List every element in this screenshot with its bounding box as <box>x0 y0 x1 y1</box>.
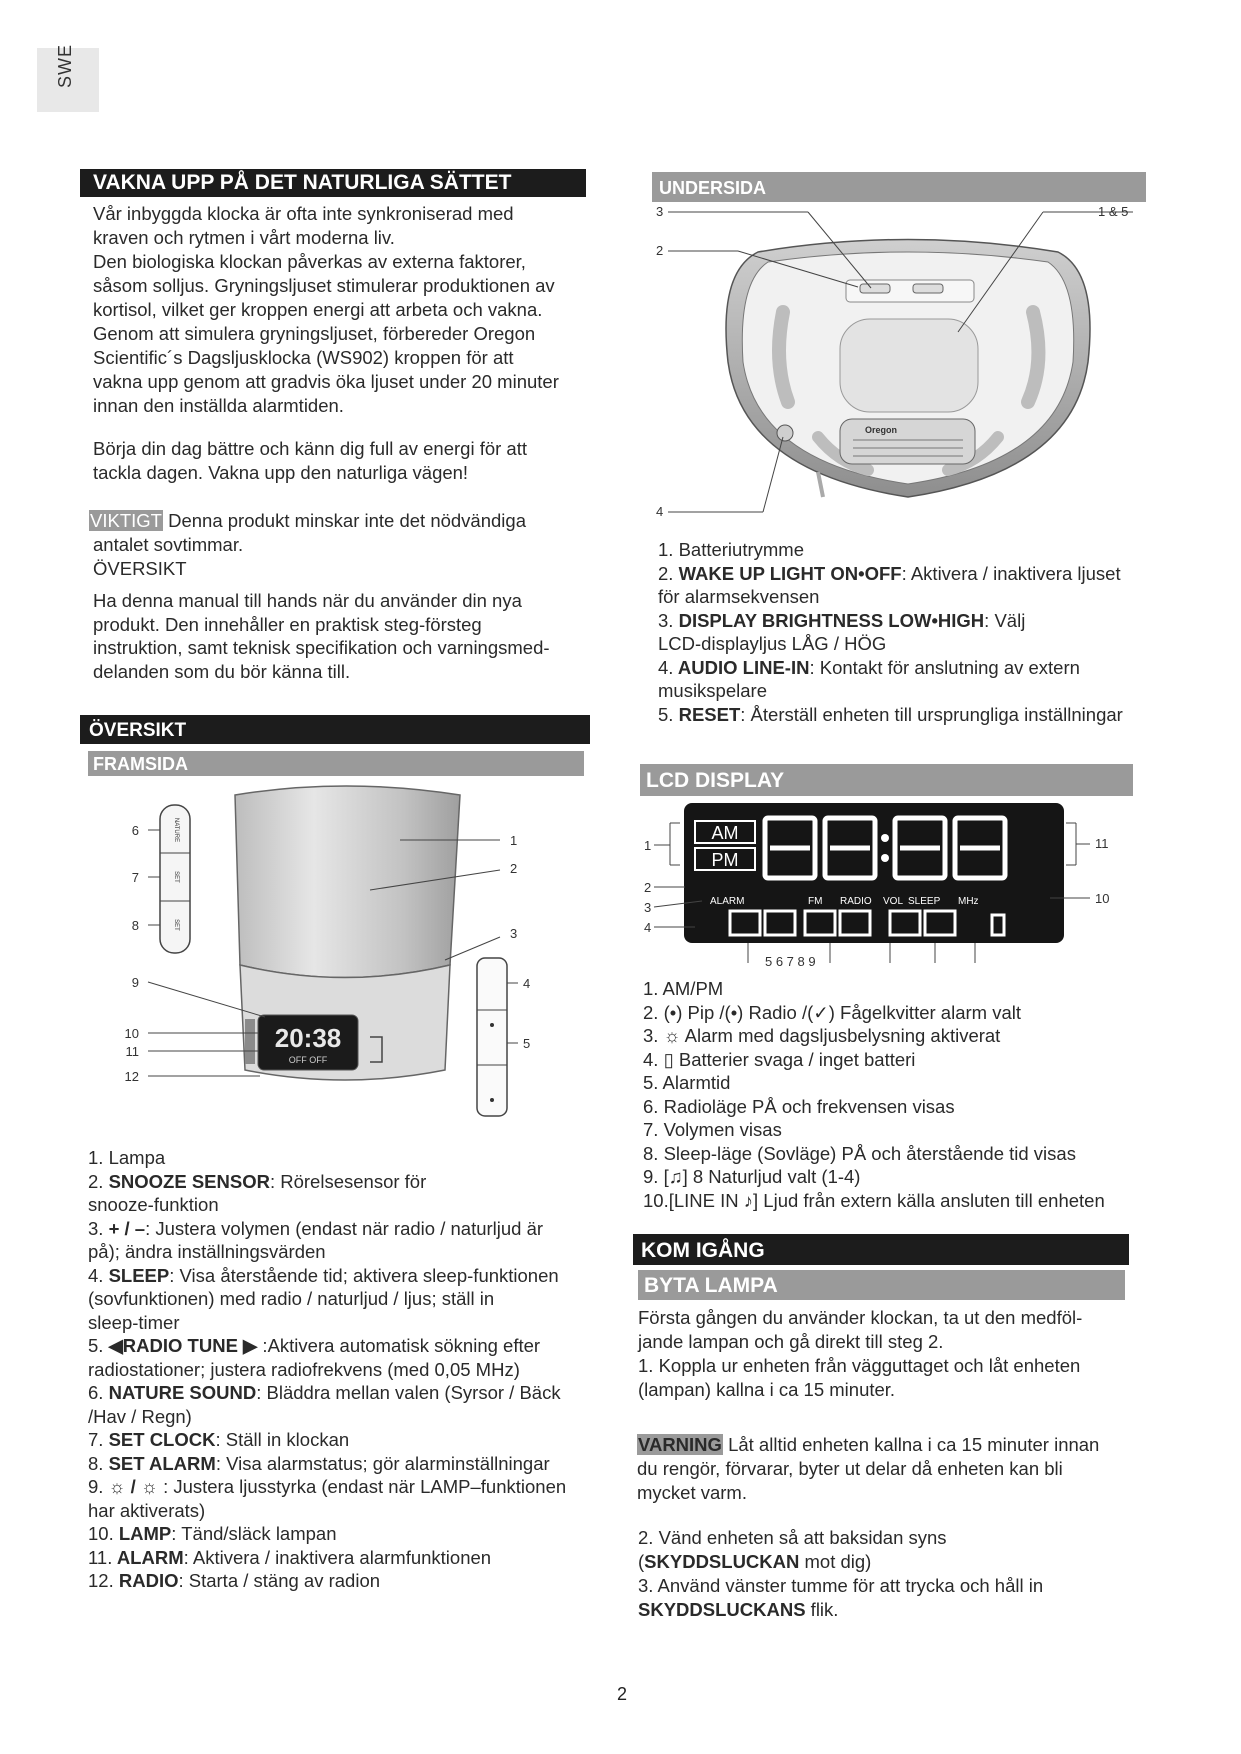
lcd-am: AM <box>711 823 739 843</box>
subtitle-replace-lamp <box>638 1270 1125 1300</box>
list-item: 7. Volymen visas <box>643 1119 782 1140</box>
text-line: Ha denna manual till hands när du använder din nya <box>93 590 522 611</box>
page-number: 2 <box>617 1684 628 1704</box>
list-item: 5. Alarmtid <box>643 1072 731 1093</box>
underside-callout-4: 4 <box>656 504 664 519</box>
text-line: Vår inbyggda klocka är ofta inte synkroniserad med <box>93 203 514 224</box>
callout-11: 11 <box>125 1044 139 1059</box>
start-instructions <box>638 1306 1134 1402</box>
front-parts-list <box>88 1146 596 1593</box>
lcd-callout-2: 2 <box>644 880 652 895</box>
step3-rest: flik. <box>805 1599 839 1620</box>
list-item: snooze-funktion <box>88 1194 219 1215</box>
list-item: 12. RADIO: Starta / stäng av radion <box>88 1570 381 1591</box>
lcd-pm: PM <box>711 850 739 870</box>
callout-7: 7 <box>131 870 139 885</box>
list-item: 3. ☼ Alarm med dagsljusbelysning aktiverat <box>643 1025 1001 1046</box>
text-line: antalet sovtimmar. <box>93 534 244 555</box>
text-line: innan den inställda alarmtiden. <box>93 395 344 416</box>
list-item: 11. ALARM: Aktivera / inaktivera alarmfunktionen <box>88 1546 492 1568</box>
lcd-callouts-bottom: 5 6 7 8 9 <box>765 954 816 969</box>
list-item: 1. Lampa <box>88 1147 166 1168</box>
step2-bold: SKYDDSLUCKAN <box>644 1551 800 1572</box>
text-line: tackla dagen. Vakna upp den naturliga vägen! <box>93 462 469 483</box>
list-item: 9. [♫] 8 Naturljud valt (1-4) <box>643 1166 861 1187</box>
battery-cover <box>840 319 978 412</box>
start-title-text: KOM IGÅNG <box>641 1239 765 1262</box>
svg-text:NATURE: NATURE <box>173 817 179 843</box>
text-line: Scientific´s Dagsljusklocka (WS902) kroppen för att <box>93 347 514 368</box>
underside-parts-list <box>658 538 1158 726</box>
text-line: (lampan) kallna i ca 15 minuter. <box>638 1379 896 1400</box>
step2-rest: mot dig) <box>799 1551 872 1572</box>
underside-callout-3: 3 <box>656 204 664 219</box>
text-line: kortisol, vilket ger kroppen energi att arbeta och vakna. <box>93 299 543 320</box>
wake-paragraph-3 <box>93 589 593 683</box>
text-line: 3. Använd vänster tumme för att trycka och håll in <box>638 1575 1044 1596</box>
lcd-mhz-label: MHz <box>958 896 979 907</box>
text-line: jande lampan och gå direkt till steg 2. <box>638 1331 944 1352</box>
lcd-illustration <box>640 803 1150 973</box>
svg-text:SET: SET <box>173 871 179 883</box>
wake-paragraph-2 <box>93 437 583 485</box>
device-left-buttons <box>245 1019 255 1064</box>
list-item: för alarmsekvensen <box>658 586 820 607</box>
callout-3: 3 <box>510 926 518 941</box>
section-title-wake <box>80 169 586 197</box>
text-line: Genom att simulera gryningsljuset, förbereder Oregon <box>93 323 536 344</box>
list-item: musikspelare <box>658 680 767 701</box>
list-item: 3. + / –: Justera volymen (endast när radio / naturljud är <box>88 1217 544 1239</box>
lcd-callout-3: 3 <box>644 900 652 915</box>
front-device-illustration <box>120 785 550 1135</box>
text-line: Börja din dag bättre och känn dig full av energi för att <box>93 438 527 459</box>
list-item: 10.[LINE IN ♪] Ljud från extern källa ansluten till enheten <box>643 1189 1105 1211</box>
section-title-lcd <box>640 764 1133 796</box>
list-item: 10. LAMP: Tänd/släck lampan <box>88 1523 337 1544</box>
lcd-callout-11: 11 <box>1095 836 1109 851</box>
list-item: har aktiverats) <box>88 1499 206 1521</box>
step-2: 2. Vänd enheten så att baksidan syns (SKYDDSLUCKAN mot dig) 3. Använd vänster tumme för att trycka och håll in SKYDDSLUCKANS flik. <box>638 1526 1138 1622</box>
label-brand: Oregon <box>865 425 898 435</box>
callout-10: 10 <box>124 1026 139 1041</box>
list-item: /Hav / Regn) <box>88 1405 192 1427</box>
right-button-panel <box>477 958 507 1116</box>
list-item: 4. ▯ Batterier svaga / inget batteri <box>643 1048 916 1070</box>
overview-title-text: ÖVERSIKT <box>89 720 187 741</box>
text-line: mycket varm. <box>637 1482 747 1503</box>
step3-bold: SKYDDSLUCKANS <box>638 1599 806 1620</box>
underside-illustration <box>656 204 1148 522</box>
callout-8: 8 <box>131 918 139 933</box>
callout-4: 4 <box>523 976 531 991</box>
lcd-sleep-label: SLEEP <box>908 896 941 907</box>
list-item: 7. SET CLOCK: Ställ in klockan <box>88 1429 350 1450</box>
product-label <box>840 419 975 464</box>
svg-text:SET: SET <box>173 919 179 931</box>
list-item: 6. NATURE SOUND: Bläddra mellan valen (Syrsor / Bäck <box>88 1382 561 1403</box>
important-label: VIKTIGT <box>90 510 162 531</box>
text-line: 2. Vänd enheten så att baksidan syns <box>638 1527 947 1548</box>
front-subtitle-text: FRAMSIDA <box>93 754 188 774</box>
lcd-radio-label: RADIO <box>840 896 872 907</box>
lcd-alarm-label: ALARM <box>710 896 745 907</box>
warning-text: Låt alltid enheten kallna i ca 15 minuter innan <box>722 1434 1100 1455</box>
warning-note <box>637 1433 1137 1505</box>
callout-2: 2 <box>510 861 518 876</box>
warning-label: VARNING <box>638 1434 722 1455</box>
lcd-vol-label: VOL <box>883 896 904 907</box>
list-item: LCD-displayljus LÅG / HÖG <box>658 633 887 654</box>
list-item: sleep-timer <box>88 1311 180 1333</box>
language-label: SWE <box>55 43 75 88</box>
underside-callout-2: 2 <box>656 243 664 258</box>
important-note <box>89 509 589 581</box>
list-item: 3. DISPLAY BRIGHTNESS LOW•HIGH: Välj <box>658 609 1026 631</box>
device-sub: OFF OFF <box>288 1055 328 1065</box>
wake-title-text: VAKNA UPP PÅ DET NATURLIGA SÄTTET <box>93 171 512 194</box>
device-clock: 20:38 <box>274 1023 342 1053</box>
text-line: kraven och rytmen i vårt moderna liv. <box>93 227 395 248</box>
wake-paragraph-1 <box>93 202 583 418</box>
list-item: 8. SET ALARM: Visa alarmstatus; gör alarminställningar <box>88 1452 550 1474</box>
list-item: 5. ◀RADIO TUNE ▶ :Aktivera automatisk sökning efter <box>88 1335 541 1356</box>
underside-callout-1-5: 1 & 5 <box>1098 204 1129 219</box>
list-item: 1. Batteriutrymme <box>658 539 804 560</box>
list-item: 2. WAKE UP LIGHT ON•OFF: Aktivera / inaktivera ljuset <box>658 562 1121 584</box>
callout-6: 6 <box>131 823 139 838</box>
list-item: 2. SNOOZE SENSOR: Rörelsesensor för <box>88 1170 427 1192</box>
list-item: (sovfunktionen) med radio / naturljud / ljus; ställ in <box>88 1288 495 1309</box>
lamp-subtitle-text: BYTA LAMPA <box>644 1274 778 1297</box>
list-item: på); ändra inställningsvärden <box>88 1241 326 1262</box>
text-line: produkt. Den innehåller en praktisk steg-försteg <box>93 613 482 635</box>
lcd-fm-label: FM <box>808 896 823 907</box>
text-line: du rengör, förvarar, byter ut delar då enheten kan bli <box>637 1458 1063 1479</box>
lcd-callout-10: 10 <box>1095 891 1110 906</box>
text-line: 1. Koppla ur enheten från vägguttaget och låt enheten <box>638 1355 1081 1376</box>
text-line: Första gången du använder klockan, ta ut den medföl- <box>638 1307 1083 1328</box>
lcd-legend-list <box>643 977 1153 1212</box>
list-item: 5. RESET: Återställ enheten till ursprungliga inställningar <box>658 703 1123 725</box>
text-line: Den biologiska klockan påverkas av externa faktorer, <box>93 251 526 272</box>
underside-title-text: UNDERSIDA <box>659 178 767 198</box>
text-line: delanden som du bör känna till. <box>93 660 351 682</box>
section-title-getting-started <box>633 1234 1129 1265</box>
list-item: 2. (•) Pip /(•) Radio /(✓) Fågelkvitter alarm valt <box>643 1001 1021 1023</box>
list-item: 6. Radioläge PÅ och frekvensen visas <box>643 1095 955 1117</box>
lcd-callout-1: 1 <box>644 838 652 853</box>
callout-9: 9 <box>131 975 139 990</box>
text-line: såsom solljus. Gryningsljuset stimulerar produktionen av <box>93 275 555 296</box>
subtitle-front <box>88 751 584 776</box>
audio-jack <box>777 425 793 441</box>
callout-5: 5 <box>523 1036 531 1051</box>
section-title-underside <box>652 172 1146 202</box>
list-item: 4. SLEEP: Visa återstående tid; aktivera sleep-funktionen <box>88 1264 559 1286</box>
lcd-callout-4: 4 <box>644 920 652 935</box>
list-item: 4. AUDIO LINE-IN: Kontakt för anslutning av extern <box>658 656 1080 678</box>
text-line: vakna upp genom att gradvis öka ljuset under 20 minuter <box>93 371 559 392</box>
list-item: 8. Sleep-läge (Sovläge) PÅ och återstående tid visas <box>643 1142 1076 1164</box>
text-line: instruktion, samt teknisk specifikation och varningsmed- <box>93 637 550 658</box>
language-tab <box>37 43 99 112</box>
lcd-title-text: LCD DISPLAY <box>646 769 785 792</box>
list-item: 9. ☼ / ☼ : Justera ljusstyrka (endast när LAMP–funktionen <box>88 1476 567 1497</box>
callout-12: 12 <box>124 1069 139 1084</box>
list-item: 1. AM/PM <box>643 978 724 999</box>
important-text: Denna produkt minskar inte det nödvändiga <box>162 510 526 531</box>
section-title-overview <box>80 715 590 744</box>
list-item: radiostationer; justera radiofrekvens (med 0,05 MHz) <box>88 1358 520 1380</box>
callout-1: 1 <box>510 833 518 848</box>
overview-word: ÖVERSIKT <box>93 558 187 579</box>
